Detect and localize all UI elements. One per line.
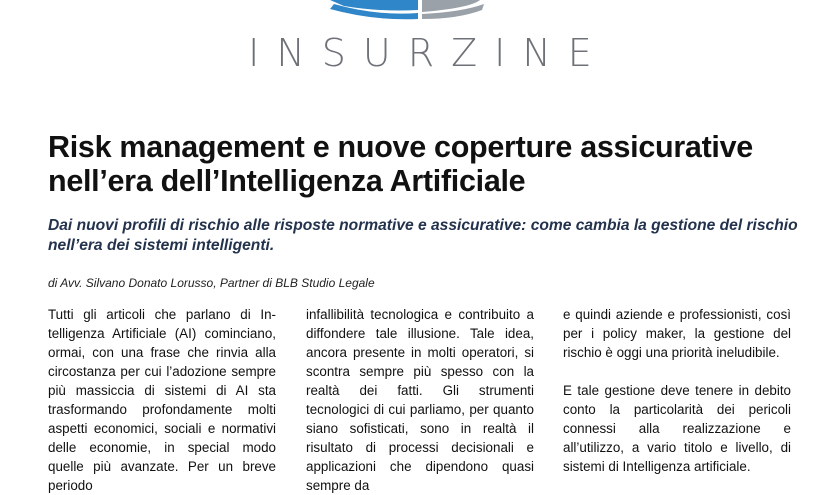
article-title: Risk management e nuove coperture assicurative nell’era dell’Intelligenza Artificiale [48, 130, 753, 198]
body-paragraph: Tutti gli articoli che parlano di Intelligenza Artificiale (AI) cominciano, ormai, con una frase che rinvia alla circostanza per cui l’adozione sempre più massiccia di sistemi di AI sta trasformando profondamente molti aspetti economici, sociali e normativi delle economie, in special modo quelle più avanzate. Per un breve periodo [48, 307, 276, 493]
article-column-3 [563, 305, 791, 476]
article-subtitle: Dai nuovi profili di rischio alle risposte normative e assicurative: come cambia la gestione del rischio nell’era dei sistemi intelligenti. [48, 217, 798, 254]
article-byline: di Avv. Silvano Donato Lorusso, Partner di BLB Studio Legale [48, 276, 375, 290]
body-paragraph: infallibilità tecnologica e contribuito a diffondere tale illusione. Tale idea, ancora presente in molti operatori, si scontra sempre più spesso con la realtà dei fatti. Gli strumenti tecnologici di cui parliamo, per quanto siano sofisticati, sono in realtà il risultato di processi decisionali e applicazioni che dipendono quasi sempre da [306, 307, 534, 493]
body-paragraph: e quindi aziende e professionisti, così per i policy maker, la gestione del rischio è oggi una priorità ineludibile. [563, 307, 791, 360]
body-paragraph: E tale gestione deve tenere in debito conto la particolarità dei pericoli connessi alla realizzazione e all’utilizzo, a vario titolo e livello, di sistemi di Intelligenza artificiale. [563, 383, 791, 474]
article-column-2 [306, 305, 534, 495]
brand-logo-text: INSURZINE [248, 31, 609, 75]
article-column-1 [48, 305, 276, 495]
paragraph-gap [563, 362, 791, 381]
book-wings-icon [0, 0, 840, 22]
